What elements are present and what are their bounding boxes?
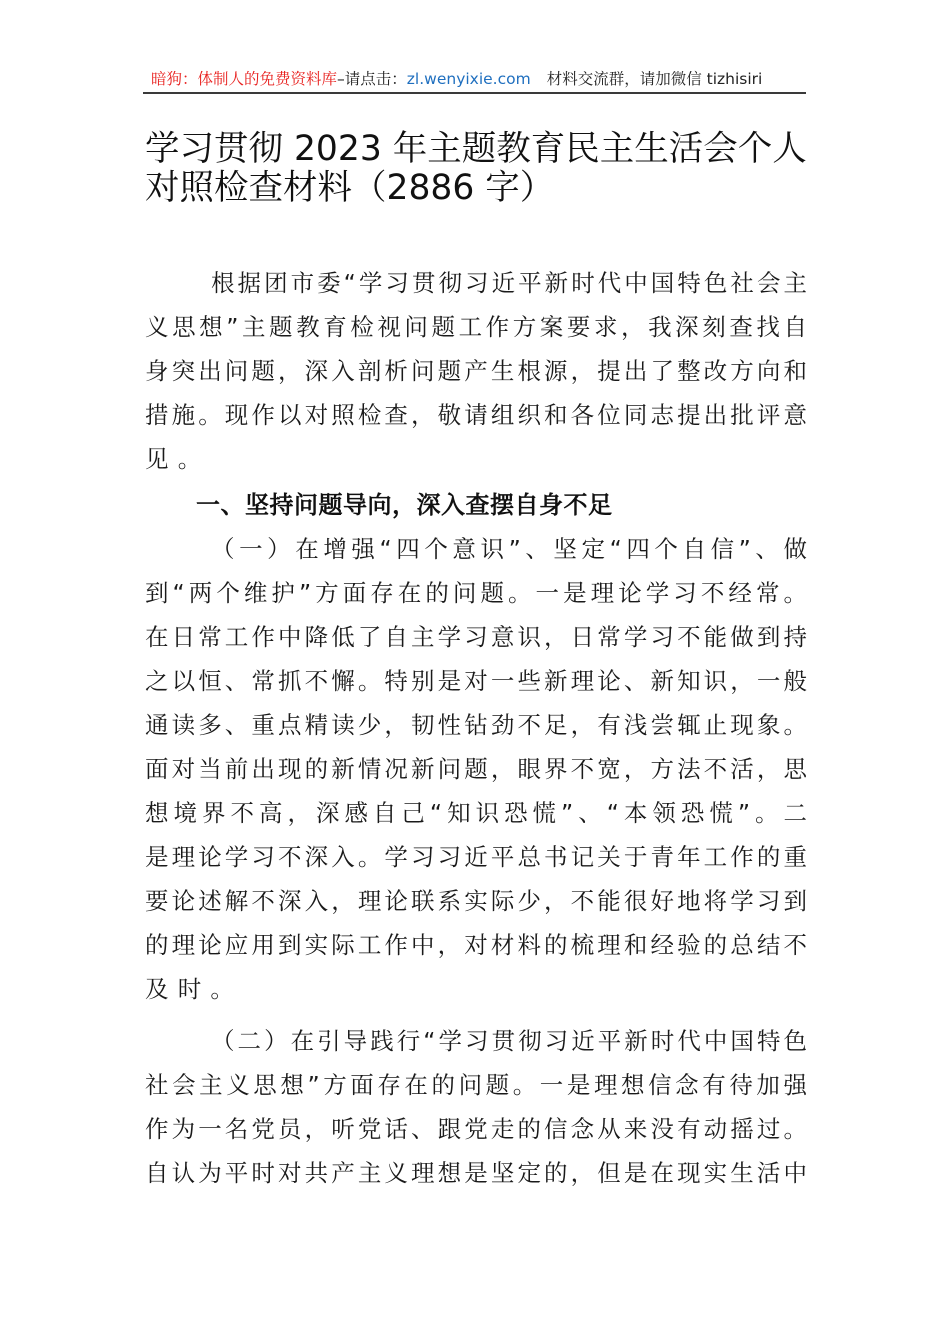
subsection-1-line: 通读多、重点精读少，韧性钻劲不足，有浅尝辄止现象。 [145, 711, 807, 739]
subsection-1-line: 要论述解不深入，理论联系实际少，不能很好地将学习到 [145, 887, 807, 915]
section-heading: 一、坚持问题导向，深入查摆自身不足 [196, 491, 613, 519]
subsection-2-line: 社会主义思想”方面存在的问题。一是理想信念有待加强 [145, 1071, 807, 1099]
subsection-1-line: 到“两个维护”方面存在的问题。一是理论学习不经常。 [145, 579, 807, 607]
watermark-header [143, 68, 806, 94]
promo-text: 暗狗：体制人的免费资料库 [151, 70, 338, 88]
subsection-2-line: （二）在引导践行“学习贯彻习近平新时代中国特色 [211, 1027, 807, 1055]
title-line-1: 学习贯彻 2023 年主题教育民主生活会个人 [145, 129, 807, 169]
subsection-2-line: 自认为平时对共产主义理想是坚定的，但是在现实生活中 [145, 1159, 807, 1187]
intro-line: 措施。现作以对照检查，敬请组织和各位同志提出批评意 [145, 401, 807, 429]
promo-link[interactable]: zl.wenyixie.com [406, 70, 531, 88]
subsection-1-line: 是理论学习不深入。学习习近平总书记关于青年工作的重 [145, 843, 807, 871]
subsection-2-line: 作为一名党员，听党话、跟党走的信念从来没有动摇过。 [145, 1115, 807, 1143]
subsection-1-line: 的理论应用到实际工作中，对材料的梳理和经验的总结不 [145, 931, 807, 959]
intro-line: 见。 [145, 445, 211, 473]
subsection-1-line: 在日常工作中降低了自主学习意识，日常学习不能做到持 [145, 623, 807, 651]
subsection-1-line: 面对当前出现的新情况新问题，眼界不宽，方法不活，思 [145, 755, 807, 783]
intro-line: 根据团市委“学习贯彻习近平新时代中国特色社会主 [211, 269, 807, 297]
intro-line: 义思想”主题教育检视问题工作方案要求，我深刻查找自 [145, 313, 807, 341]
subsection-1-line: 想境界不高，深感自己“知识恐慌”、“本领恐慌”。二 [145, 799, 807, 827]
document-title [145, 130, 815, 208]
group-contact-text: 材料交流群，请加微信 tizhisiri [546, 70, 763, 88]
subsection-1-line: 及时。 [145, 975, 244, 1003]
intro-line: 身突出问题，深入剖析问题产生根源，提出了整改方向和 [145, 357, 807, 385]
subsection-1-line: （一）在增强“四个意识”、坚定“四个自信”、做 [211, 535, 807, 563]
subsection-1-line: 之以恒、常抓不懈。特别是对一些新理论、新知识，一般 [145, 667, 807, 695]
title-line-2: 对照检查材料（2886 字） [145, 168, 555, 208]
click-prefix: –请点击： [337, 70, 407, 88]
